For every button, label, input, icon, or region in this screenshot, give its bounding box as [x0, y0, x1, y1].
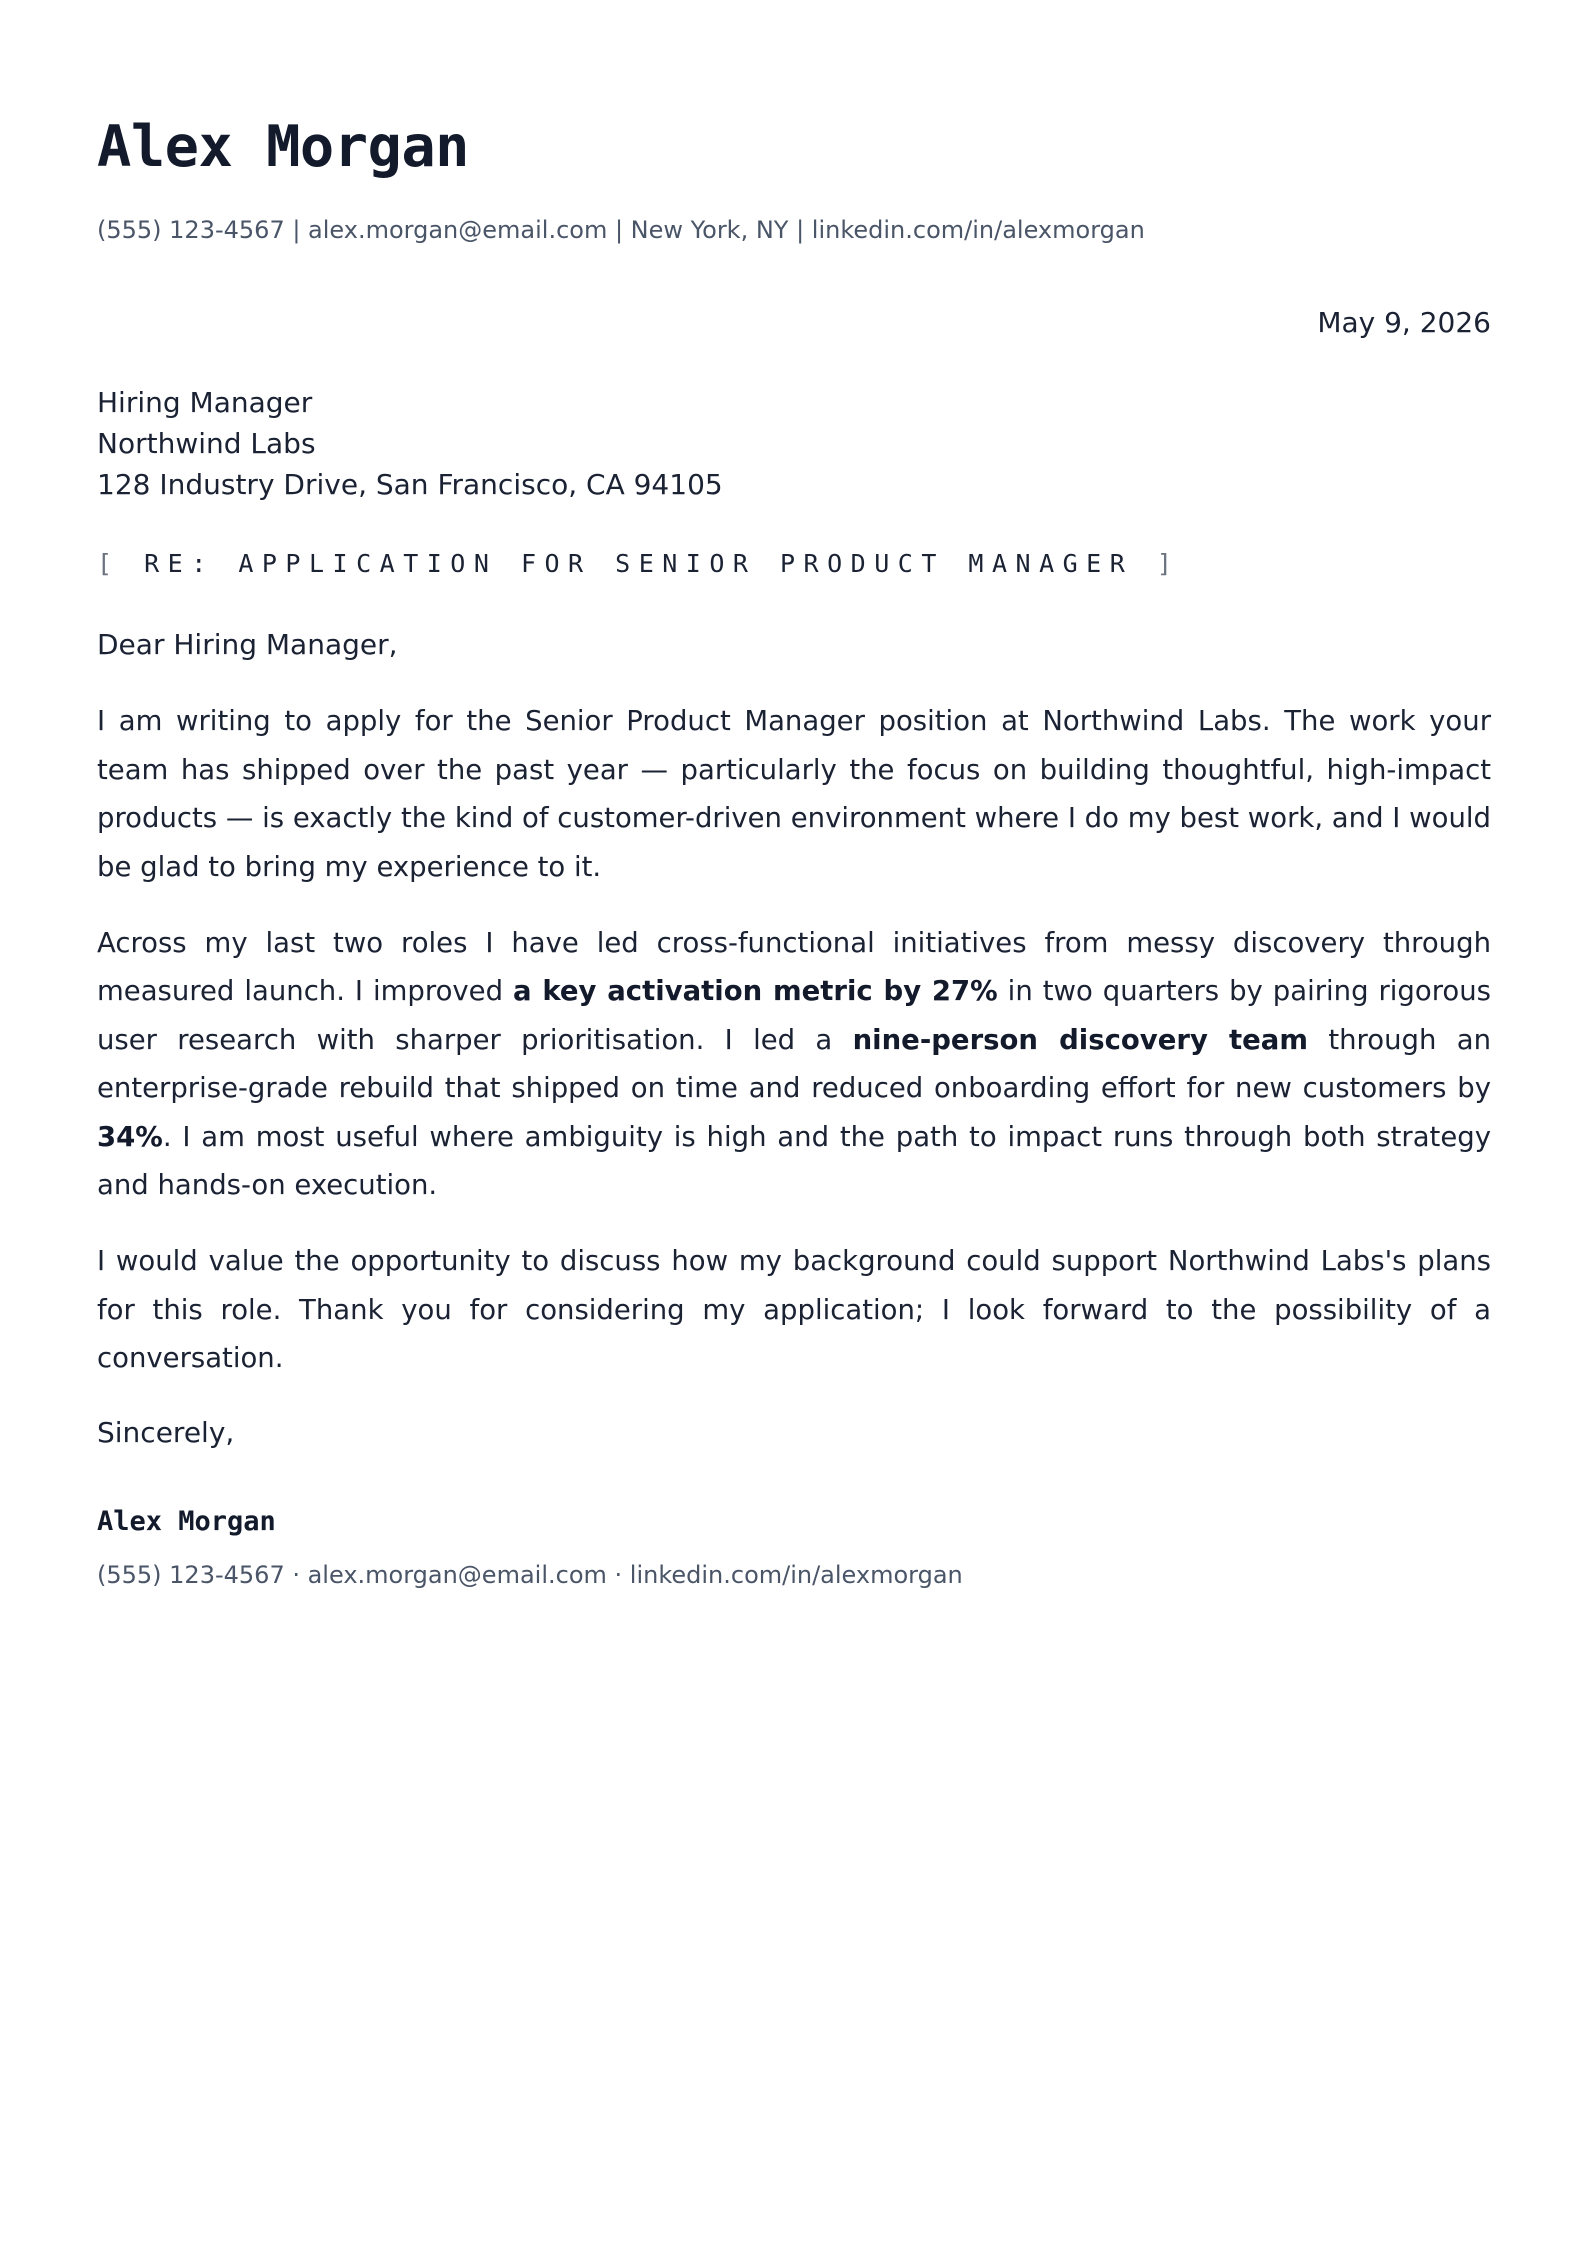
contact-info: (555) 123-4567 | alex.morgan@email.com | New York, NY | linkedin.com/in/alexmorgan — [97, 216, 1145, 244]
paragraph-text: through an enterprise-grade rebuild that shipped on time and reduced onboarding effort for new customers by — [97, 1023, 1491, 1104]
subject-close-bracket: ] — [1156, 549, 1181, 578]
closing: Sincerely, — [97, 1415, 235, 1449]
subject-open-bracket: [ — [97, 549, 121, 578]
salutation: Dear Hiring Manager, — [97, 628, 398, 661]
recipient-address: 128 Industry Drive, San Francisco, CA 94105 — [97, 468, 723, 501]
signature-contact: (555) 123-4567 · alex.morgan@email.com · linkedin.com/in/alexmorgan — [97, 1560, 963, 1589]
recipient-block — [97, 382, 1491, 505]
paragraph-text: Across my last two roles I have led cross-functional initiatives from messy discovery through measured launch. I improved — [97, 926, 1491, 1007]
paragraph-text: in two quarters by pairing rigorous user research with sharper prioritisation. I led a — [97, 975, 1491, 1056]
paragraph-text: . I am most useful where ambiguity is high and the path to impact runs through both strategy and hands-on execution. — [97, 1120, 1491, 1201]
body-paragraph-1: I am writing to apply for the Senior Product Manager position at Northwind Labs. The work your team has shipped over the past year — particularly the focus on building thoughtful, high-impact products — is exactly the kind of customer-driven environment where I do my best work, and I would be glad to bring my experience to it. — [97, 705, 1491, 883]
signature-name: Alex Morgan — [97, 1505, 276, 1537]
recipient-company: Northwind Labs — [97, 427, 316, 460]
highlight-activation-metric: a key activation metric by 27% — [513, 975, 998, 1007]
subject-text: RE: APPLICATION FOR SENIOR PRODUCT MANAGER — [144, 549, 1134, 578]
body-paragraph-3: I would value the opportunity to discuss how my background could support Northwind Labs's plans for this role. Thank you for considering my application; I look forward to the possibility of a conversation. — [97, 1245, 1491, 1374]
letter-date: May 9, 2026 — [1317, 306, 1491, 339]
subject-line — [97, 547, 1491, 581]
applicant-name: Alex Morgan — [97, 114, 469, 180]
body-paragraph-2 — [97, 919, 1491, 1210]
highlight-onboarding-reduction: 34% — [97, 1120, 163, 1153]
highlight-discovery-team: nine-person discovery team — [852, 1023, 1309, 1056]
recipient-title: Hiring Manager — [97, 386, 313, 419]
